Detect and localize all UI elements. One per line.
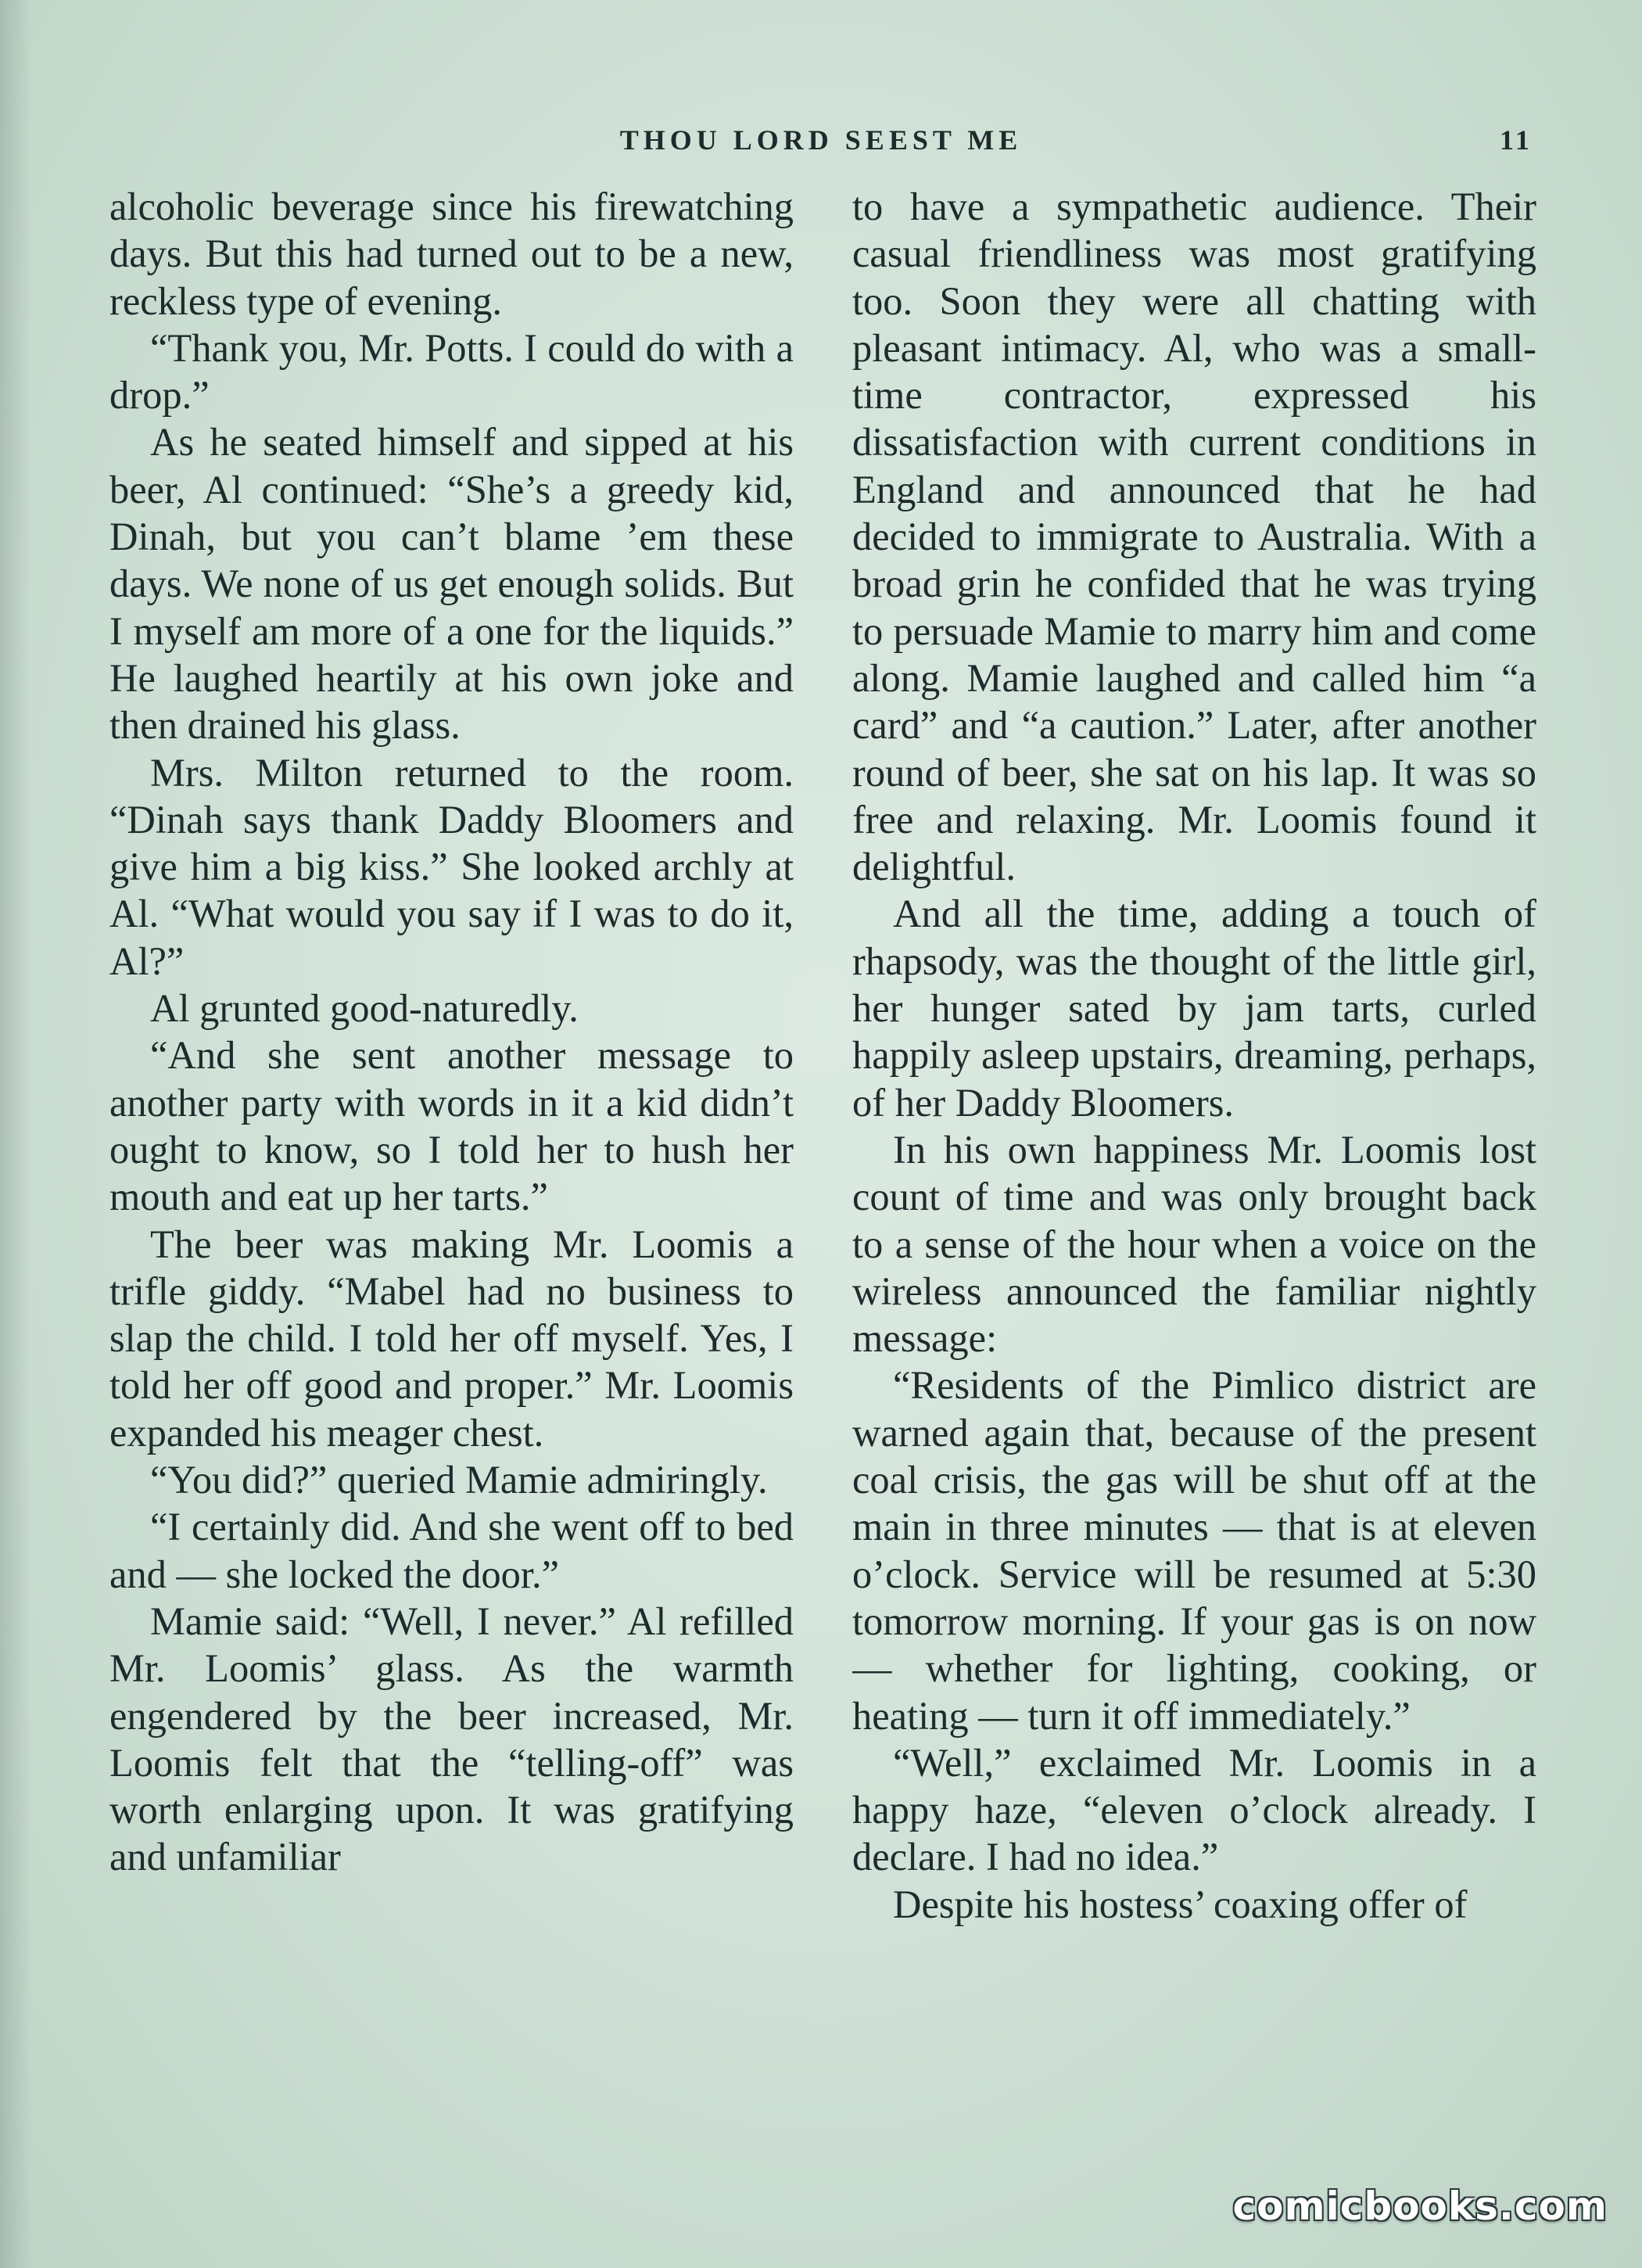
- paragraph: “I certainly did. And she went off to bed and — she locked the door.”: [109, 1505, 794, 1596]
- running-title: THOU LORD SEEST ME: [619, 124, 1023, 156]
- paragraph: “You did?” queried Mamie admiringly.: [150, 1458, 768, 1502]
- page-number: 11: [1499, 124, 1533, 156]
- paragraph: “Thank you, Mr. Potts. I could do with a drop.”: [109, 325, 794, 418]
- paragraph: In his own happiness Mr. Loomis lost count of time and was only brought back to a sense of the hour when a voice on the wireless announced the familiar nightly message:: [852, 1127, 1536, 1361]
- left-column: [109, 183, 794, 2107]
- paragraph: to have a sympathetic audience. Their casual friendliness was most gratifying too. Soon they were all chatting with pleasant intimacy. Al, who was a small-time contractor, expressed his dissatisfaction with current conditions in England and announced that he had decided to immigrate to Australia. With a broad grin he confided that he was trying to persuade Mamie to marry him and come along. Mamie laughed and called him “a card” and “a caution.” Later, after another round of beer, she sat on his lap. It was so free and relaxing. Mr. Loomis found it delightful.: [852, 185, 1536, 889]
- paragraph: The beer was making Mr. Loomis a trifle giddy. “Mabel had no business to slap the child. I told her off myself. Yes, I told her off good and proper.” Mr. Loomis expanded his meager chest.: [109, 1222, 794, 1455]
- paragraph: “Well,” exclaimed Mr. Loomis in a happy haze, “eleven o’clock already. I declare. I had no idea.”: [852, 1740, 1536, 1879]
- running-head: [109, 117, 1533, 164]
- paragraph: Despite his hostess’ coaxing offer of: [893, 1882, 1468, 1926]
- paragraph: And all the time, adding a touch of rhapsody, was the thought of the little girl, her hunger sated by jam tarts, curled happily asleep upstairs, dreaming, perhaps, of her Daddy Bloomers.: [852, 892, 1536, 1125]
- text-columns: [109, 183, 1536, 2107]
- paragraph: Mrs. Milton returned to the room. “Dinah says thank Daddy Bloomers and give him a big kiss.” She looked archly at Al. “What would you say if I was to do it, Al?”: [109, 750, 794, 983]
- paragraph: “Residents of the Pimlico district are warned again that, because of the present coal crisis, the gas will be shut off at the main in three minutes — that is at eleven o’clock. Service will be resumed at 5:30 tomorrow morning. If your gas is on now — whether for lighting, cooking, or heating — turn it off immediately.”: [852, 1363, 1536, 1738]
- paragraph: Al grunted good-naturedly.: [150, 986, 579, 1031]
- paragraph: Mamie said: “Well, I never.” Al refilled Mr. Loomis’ glass. As the warmth engendered by the beer increased, Mr. Loomis felt that the “telling-off” was worth enlarging upon. It was gratifying and unfamiliar: [109, 1599, 794, 1879]
- paragraph: “And she sent another message to another party with words in it a kid didn’t ought to know, so I told her to hush her mouth and eat up her tarts.”: [109, 1033, 794, 1219]
- paragraph: As he seated himself and sipped at his beer, Al continued: “She’s a greedy kid, Dinah, but you can’t blame ’em these days. We none of us get enough solids. But I myself am more of a one for the liquids.” He laughed heartily at his own joke and then drained his glass.: [109, 420, 794, 748]
- site-watermark: comicbooks.com: [1232, 2184, 1608, 2229]
- paragraph: alcoholic beverage since his firewatching days. But this had turned out to be a new, reckless type of evening.: [109, 185, 794, 323]
- right-column: [852, 183, 1536, 2107]
